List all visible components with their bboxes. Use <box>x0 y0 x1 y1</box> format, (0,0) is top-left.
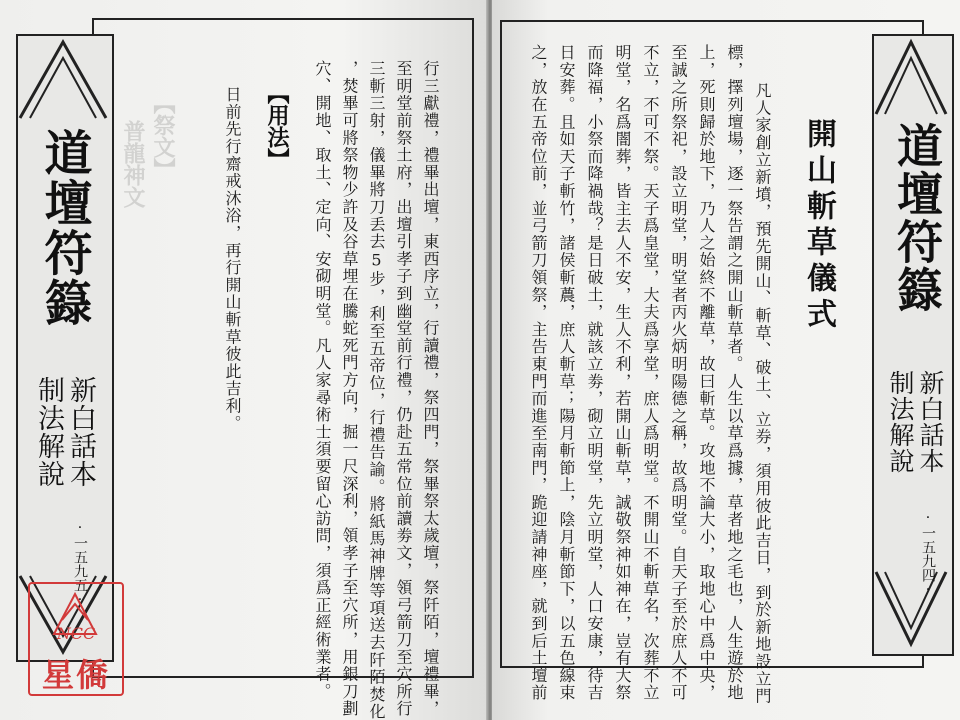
right-body-line-9: 之，放在五帝位前，並弓箭刀領祭，主告東門而進至南門，跪迎請神座，就到后土壇前 <box>529 44 548 702</box>
usage-heading: 【用法】 <box>264 82 290 170</box>
right-book-title: 道壇符籙 <box>890 122 944 314</box>
left-ghost-text-1: 【祭文】 <box>150 92 176 180</box>
left-chevron-ornament-top <box>16 34 110 124</box>
stamp-name-text: 星僑 <box>41 656 110 694</box>
left-ghost-text-2: 普龍神文 <box>120 120 146 208</box>
right-body-line-7: 而降福，小祭而降禍哉？是日破土，就該立劵，砌立明堂，先立明堂，人口安康，待吉 <box>585 44 604 702</box>
right-subtitle-line2: 制法解說 <box>886 370 914 474</box>
stamp-ncc-text: NCC <box>56 624 96 643</box>
right-subtitle-line1: 新白話本 <box>916 370 944 474</box>
left-body-line-3: 三斬三射，儀畢將刀丢去5步，利至五帝位，行禮告諭。將紙馬神牌等項送去阡陌焚化 <box>367 60 386 720</box>
left-subtitle-line2: 制法解說 <box>34 376 64 488</box>
right-body-line-3: 上，死則歸於地下，乃人之始終不離草，故曰斬草。攻地不論大小，取地心中爲中央， <box>697 44 716 702</box>
left-usage-line-1: 日前先行齋戒沐浴，再行開山斬草彼此吉利。 <box>223 86 242 432</box>
right-chevron-ornament-top <box>872 34 950 120</box>
left-body-line-5: 穴、開地、取土、定向、安砌明堂。凡人家尋術士須要留心訪問，須爲正經術業者。 <box>313 60 332 701</box>
right-body-line-1: 凡人家創立新墳，預先開山、斬草、破土、立券，須用彼此吉日，到於新地設立門 <box>753 82 772 705</box>
ncc-xingqiao-stamp <box>28 582 124 696</box>
right-body-line-2: 標，擇列壇場，逐一祭告謂之開山斬草者。人生以草爲據，草者地之毛也，人生遊於地 <box>725 44 744 702</box>
left-body-line-1: 行三獻禮，禮畢出壇，東西序立，行讀禮，祭四門，祭畢祭太歲壇，祭阡陌，壇禮畢， <box>421 60 440 718</box>
right-body-line-6: 明堂，名爲闇葬，皆主去人不安，生人不利，若開山斬草，誠敬祭神如神在，豈有大祭 <box>613 44 632 702</box>
left-book-title: 道壇符籙 <box>36 128 92 328</box>
left-subtitle-line1: 新白話本 <box>66 376 96 488</box>
left-body-line-4: ，焚畢可將祭物少許及谷草埋在騰蛇死門方向，掘一尺深利，領孝子至穴所，用銀刀劃 <box>340 60 359 718</box>
right-body-line-5: 不立，不可不祭。天子爲皇堂，大夫爲享堂，庶人爲明堂。不開山不斬草名，次葬不立 <box>641 44 660 702</box>
right-page-number: ·一五九四· <box>920 510 936 598</box>
right-page <box>492 0 960 720</box>
left-body-line-2: 至明堂前祭土府，出壇引孝子到幽堂前行禮，仍赴五常位前讀劵文，領弓箭刀至穴所行 <box>394 60 413 718</box>
right-chevron-ornament-bottom <box>872 566 950 652</box>
right-body-line-8: 日安葬。且如天子斬竹，諸侯斬蕽，庶人斬草；陽月斬節上，陰月斬節下，以五色線束 <box>557 44 576 702</box>
right-body-line-4: 至誠之所祭祀，設立明堂，明堂者丙火炳明陽德之稱，故爲明堂。自天子至於庶人不可 <box>669 44 688 702</box>
section-title: 開山斬草儀式 <box>801 118 836 334</box>
left-page-number: ·一五九五· <box>72 520 88 608</box>
